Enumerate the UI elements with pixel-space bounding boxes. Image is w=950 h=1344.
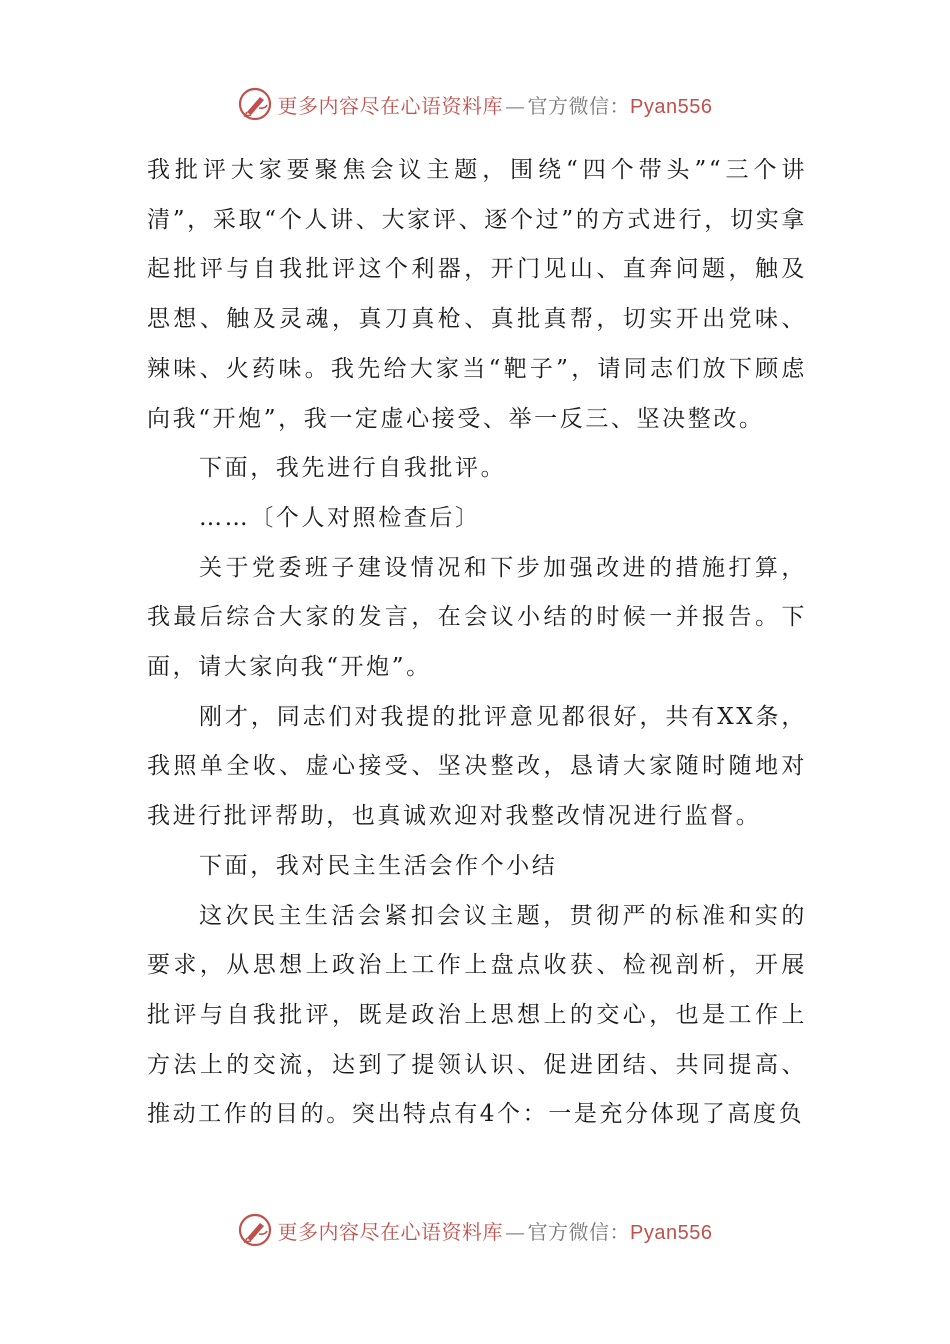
header-banner xyxy=(0,84,950,124)
header-separator: — xyxy=(505,93,526,118)
paragraph-6: 下面，我对民主生活会作个小结 xyxy=(199,852,558,879)
footer-wechat-id: Pyan556 xyxy=(630,1221,713,1244)
header-brand: 更多内容尽在心语资料库 xyxy=(277,93,504,118)
header-wechat-id: Pyan556 xyxy=(630,95,713,118)
footer-label: 官方微信： xyxy=(527,1219,631,1244)
paragraph-1: 我批评大家要聚焦会议主题，围绕“四个带头”“三个讲清”，采取“个人讲、大家评、逐个过”的方式进行，切实拿起批评与自我批评这个利器，开门见山、直奔问题，触及思想、触及灵魂，真刀真枪、真批真帮，切实开出党味、辣味、火药味。我先给大家当“靶子”，请同志们放下顾虑向我“开炮”，我一定虚心接受、举一反三、坚决整改。 xyxy=(147,157,807,432)
pen-logo-icon xyxy=(238,1213,272,1247)
footer-brand: 更多内容尽在心语资料库 xyxy=(277,1219,504,1244)
paragraph-3: ……〔个人对照检查后〕 xyxy=(199,504,481,531)
footer-separator: — xyxy=(505,1219,526,1244)
paragraph-7: 这次民主生活会紧扣会议主题，贯彻严的标准和实的要求，从思想上政治上工作上盘点收获、检视剖析，开展批评与自我批评，既是政治上思想上的交心，也是工作上方法上的交流，达到了提领认识、促进团结、共同提高、推动工作的目的。突出特点有4个：一是充分体现了高度负 xyxy=(147,902,807,1128)
paragraph-5: 刚才，同志们对我提的批评意见都很好，共有XX条，我照单全收、虚心接受、坚决整改，恳请大家随时随地对我进行批评帮助，也真诚欢迎对我整改情况进行监督。 xyxy=(147,703,807,830)
footer-banner xyxy=(0,1210,950,1250)
footer-text xyxy=(278,1216,713,1245)
document-body xyxy=(147,146,807,1140)
paragraph-4: 关于党委班子建设情况和下步加强改进的措施打算，我最后综合大家的发言，在会议小结的时候一并报告。下面，请大家向我“开炮”。 xyxy=(147,554,807,681)
paragraph-2: 下面，我先进行自我批评。 xyxy=(199,455,507,482)
header-label: 官方微信： xyxy=(527,93,631,118)
pen-logo-icon xyxy=(238,87,272,121)
header-text xyxy=(278,90,713,119)
